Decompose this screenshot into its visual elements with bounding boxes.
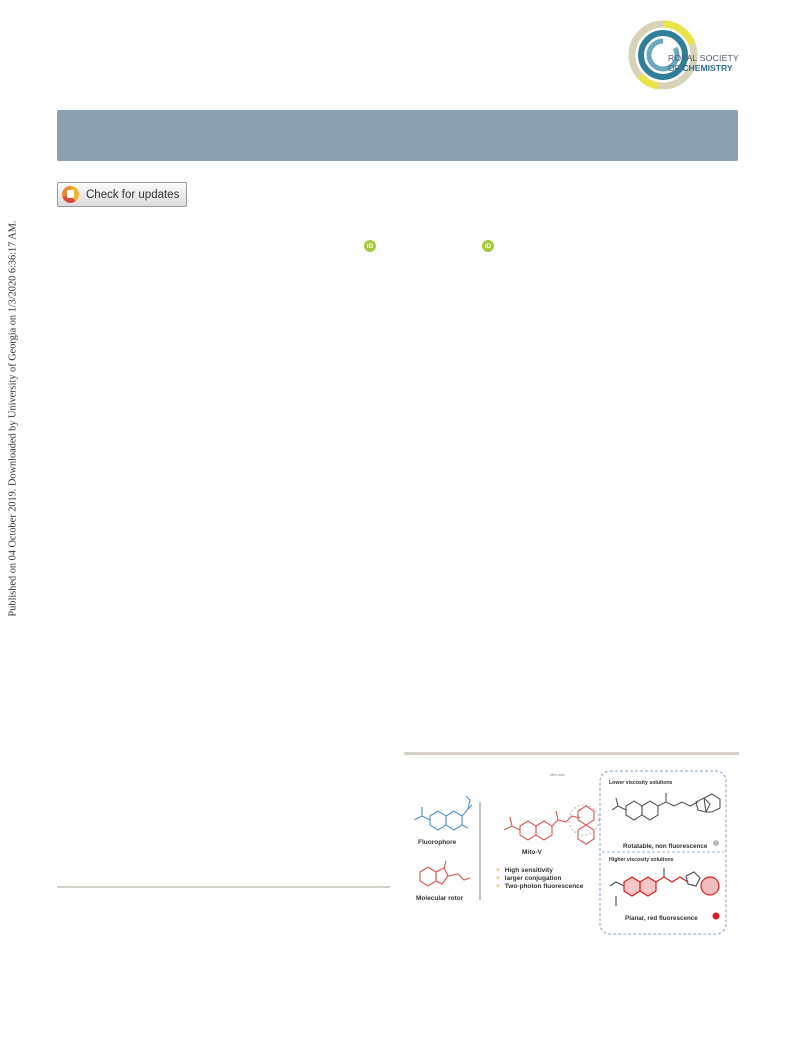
probe-structure	[504, 805, 599, 844]
publisher-logo-text	[668, 53, 739, 73]
rotor-structure	[420, 861, 470, 886]
rotatable-structure	[612, 793, 720, 820]
article-header-banner	[57, 110, 738, 161]
molecular-rotor-label: Molecular rotor	[416, 895, 464, 902]
fluorophore-label: Fluorophore	[418, 839, 457, 846]
publisher-name-line1: ROYAL SOCIETY	[668, 53, 739, 63]
publisher-name-chemistry: CHEMISTRY	[682, 63, 733, 73]
check-for-updates-label: Check for updates	[86, 188, 180, 201]
orcid-icon[interactable]	[364, 240, 376, 252]
download-side-note	[4, 212, 22, 624]
feature-item: + Two-photon fluorescence	[496, 883, 583, 891]
graphical-abstract-art	[404, 764, 739, 940]
lower-viscosity-caption: Rotatable, non fluorescence	[623, 843, 708, 850]
probe-label: Mito-V	[522, 849, 542, 856]
higher-viscosity-caption: Planar, red fluorescence	[625, 915, 698, 922]
mito-site-label: Mito site	[550, 772, 565, 777]
bookmark-icon	[62, 186, 79, 203]
dim-emission-icon	[713, 840, 719, 846]
feature-item: + larger conjugation	[496, 875, 583, 883]
feature-item: + High sensitivity	[496, 867, 583, 875]
fluorophore-structure	[414, 796, 472, 830]
graphical-abstract-rule	[404, 752, 739, 755]
lower-viscosity-title: Lower viscosity solutions	[609, 780, 673, 786]
planar-structure	[610, 868, 719, 906]
higher-viscosity-title: Higher viscosity solutions	[609, 857, 674, 863]
publisher-name-of: OF	[668, 63, 680, 73]
publisher-logo[interactable]	[628, 18, 742, 92]
red-emission-icon	[713, 913, 720, 920]
viscosity-panel	[600, 771, 726, 934]
orcid-icon-label: iD	[366, 242, 374, 250]
feature-list	[496, 867, 583, 891]
side-note-text: Published on 04 October 2019. Downloaded by University of Georgia on 1/3/2020 6:36:17 AM.	[7, 220, 19, 616]
check-for-updates-button[interactable]	[57, 182, 187, 207]
abstract-rule	[57, 886, 390, 888]
orcid-icon-label: iD	[484, 242, 492, 250]
publisher-name-line2	[668, 63, 739, 73]
graphical-abstract	[404, 764, 739, 940]
orcid-icon[interactable]	[482, 240, 494, 252]
